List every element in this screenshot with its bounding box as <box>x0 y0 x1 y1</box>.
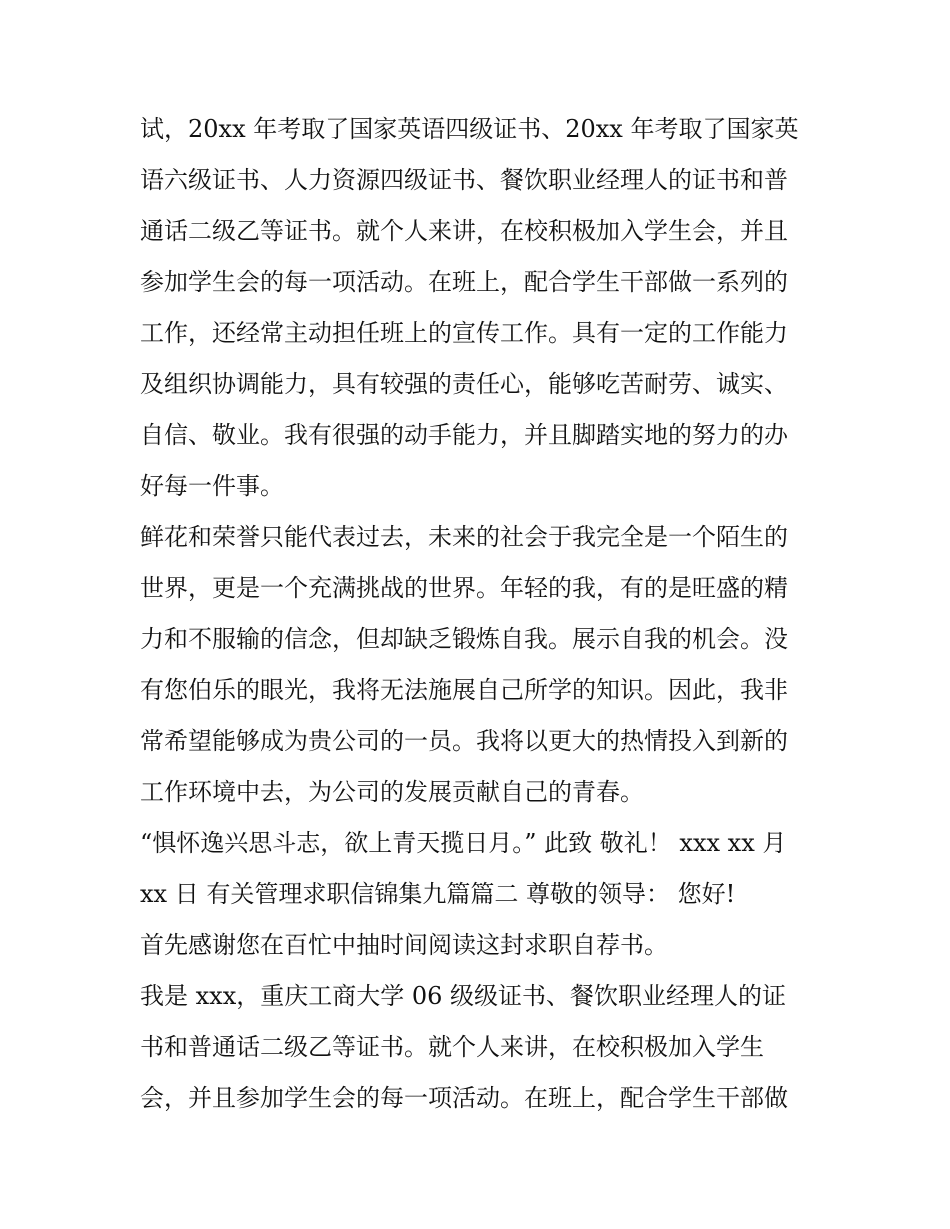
text-line: 好每一件事。 <box>140 472 284 500</box>
text-line: 会，并且参加学生会的每一项活动。在班上，配合学生干部做 <box>140 1084 788 1112</box>
text-line: 参加学生会的每一项活动。在班上，配合学生干部做一系列的 <box>140 268 788 296</box>
text-line: 有您伯乐的眼光，我将无法施展自己所学的知识。因此，我非 <box>140 676 788 704</box>
text-line: 鲜花和荣誉只能代表过去，未来的社会于我完全是一个陌生的 <box>140 523 788 551</box>
text-line: xx 日 有关管理求职信锦集九篇篇二 尊敬的领导： 您好! <box>140 880 736 908</box>
text-line: 语六级证书、人力资源四级证书、餐饮职业经理人的证书和普 <box>140 166 788 194</box>
text-line: 力和不服输的信念，但却缺乏锻炼自我。展示自我的机会。没 <box>140 625 788 653</box>
text-line: 通话二级乙等证书。就个人来讲，在校积极加入学生会，并且 <box>140 217 788 245</box>
body-text <box>140 104 820 1124</box>
text-line: 首先感谢您在百忙中抽时间阅读这封求职自荐书。 <box>140 931 668 959</box>
text-line: 工作，还经常主动担任班上的宣传工作。具有一定的工作能力 <box>140 319 788 347</box>
text-line: 书和普通话二级乙等证书。就个人来讲，在校积极加入学生 <box>140 1033 764 1061</box>
text-line: 我是 xxx，重庆工商大学 06 级级证书、餐饮职业经理人的证 <box>140 982 787 1010</box>
text-line: 及组织协调能力，具有较强的责任心，能够吃苦耐劳、诚实、 <box>140 370 788 398</box>
text-line: 试，20xx 年考取了国家英语四级证书、20xx 年考取了国家英 <box>140 115 799 143</box>
text-line: 自信、敬业。我有很强的动手能力，并且脚踏实地的努力的办 <box>140 421 788 449</box>
text-line: “惧怀逸兴思斗志，欲上青天揽日月。” 此致 敬礼！ xxx xx 月 <box>140 829 787 857</box>
text-line: 工作环境中去，为公司的发展贡献自己的青春。 <box>140 778 644 806</box>
text-line: 世界，更是一个充满挑战的世界。年轻的我，有的是旺盛的精 <box>140 574 788 602</box>
text-line: 常希望能够成为贵公司的一员。我将以更大的热情投入到新的 <box>140 727 788 755</box>
